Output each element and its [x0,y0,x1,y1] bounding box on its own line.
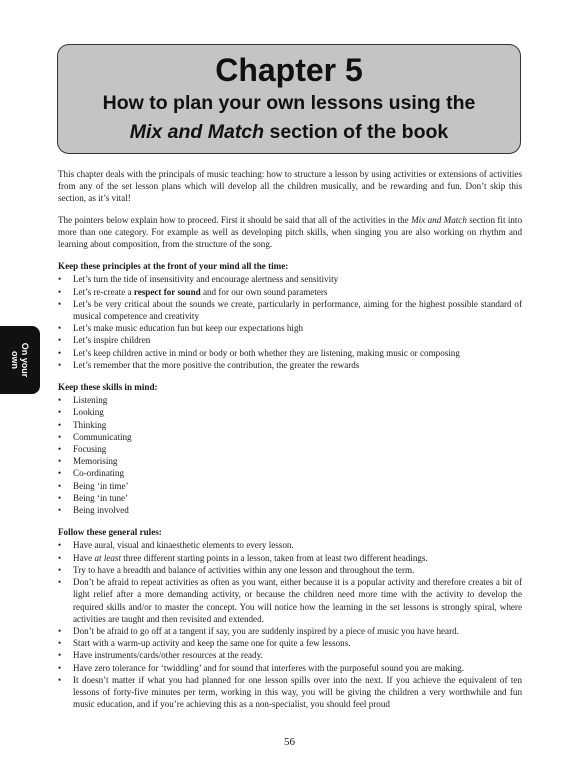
list-item: • Being ‘in tune’ [58,492,522,504]
item-italic-text: at least [94,552,121,563]
skills-heading: Keep these skills in mind: [58,382,158,393]
list-item: • Let’s be very critical about the sounds we create, particularly in performance, aiming for the highest possible standard of musical competence and creativity [58,298,522,322]
list-item: • Start with a warm-up activity and keep the same one for quite a few lessons. [58,637,522,649]
intro-p2-start: The pointers below explain how to proceed. First it should be said that all of the activities in the [58,214,412,225]
item-bold-text: respect for sound [133,286,201,297]
list-item: • Have zero tolerance for ‘twiddling’ and for sound that interferes with the purposeful sound you are making. [58,662,522,674]
list-item: • Focusing [58,443,522,455]
item-text: and for our own sound parameters [200,286,328,297]
intro-p2-end: section fit into more than one category. For example as well as developing pitch skills, when singing you are also working on rhythm and learning about composition, from the structure of the song. [58,214,523,250]
intro-paragraph-2 [58,214,522,251]
intro-p2-italic: Mix and Match [411,214,467,225]
list-item [58,552,522,564]
rules-heading: Follow these general rules: [58,527,162,538]
item-text: Let’s re-create a [73,286,134,297]
list-item: • Don’t be afraid to go off at a tangent if say, you are suddenly inspired by a piece of music you have heard. [58,625,522,637]
list-item: • Memorising [58,455,522,467]
chapter-header [57,44,521,154]
page-number: 56 [284,736,295,748]
side-tab-line1: On your [20,342,30,378]
item-text: Have [73,552,95,563]
list-item: • Being involved [58,504,522,516]
list-item: • Don’t be afraid to repeat activities as often as you want, either because it is a popular activity and therefore creates a bit of light relief after a more demanding activity, or because the children need more time with the activity to develop the required skills and/or to master the concept. You will notice how the learning in the set lessons is strongly spiral, where activities are taught and then revisited and extended. [58,576,522,625]
list-item: • Try to have a breadth and balance of activities within any one lesson and throughout the term. [58,564,522,576]
list-item: • Co-ordinating [58,467,522,479]
chapter-title: Chapter 5 [215,52,363,88]
list-item: • Have instruments/cards/other resources at the ready. [58,649,522,661]
chapter-subtitle-line1: How to plan your own lessons using the [102,92,476,114]
list-item: • Let’s keep children active in mind or body or both whether they are listening, making music or composing [58,347,522,359]
list-item: • Have aural, visual and kinaesthetic elements to every lesson. [58,539,522,551]
list-item: • Let’s make music education fun but keep our expectations high [58,322,522,334]
chapter-subtitle-line2 [58,118,520,147]
list-item: • Let’s turn the tide of insensitivity and encourage alertness and sensitivity [58,273,522,285]
list-item: • Let’s remember that the more positive the contribution, the greater the rewards [58,359,522,371]
list-item: • Looking [58,406,522,418]
side-tab-label [10,330,30,390]
item-text: three different starting points in a lesson, taken from at least two different headings. [121,552,428,563]
side-tab-line2: own [10,351,20,369]
list-item: • Let’s inspire children [58,334,522,346]
subtitle-rest: section of the book [264,121,449,143]
list-item [58,286,522,298]
intro-paragraph-1: This chapter deals with the principals of music teaching: how to structure a lesson by using activities or extensions of activities from any of the set lesson plans which will develop all the children musically, and be rewarding and fun. Don’t skip this section, as it’s vital! [58,169,522,204]
chapter-subtitle [58,89,520,147]
rules-list [58,539,522,710]
skills-list [58,394,522,516]
list-item: • Listening [58,394,522,406]
list-item: • It doesn’t matter if what you had planned for one lesson spills over into the next. If you achieve the equivalent of ten lessons of forty-five minutes per term, working in this way, you will be giving the children a very worthwhile and fun music education, and if you’re achieving this as a non-specialist, you should feel proud [58,674,522,711]
section-side-tab [0,326,40,394]
list-item: • Communicating [58,431,522,443]
list-item: • Being ‘in time’ [58,480,522,492]
list-item: • Thinking [58,419,522,431]
subtitle-italic-phrase: Mix and Match [129,121,265,143]
principles-list [58,273,522,371]
principles-heading: Keep these principles at the front of your mind all the time: [58,261,289,272]
page-body [58,168,522,710]
